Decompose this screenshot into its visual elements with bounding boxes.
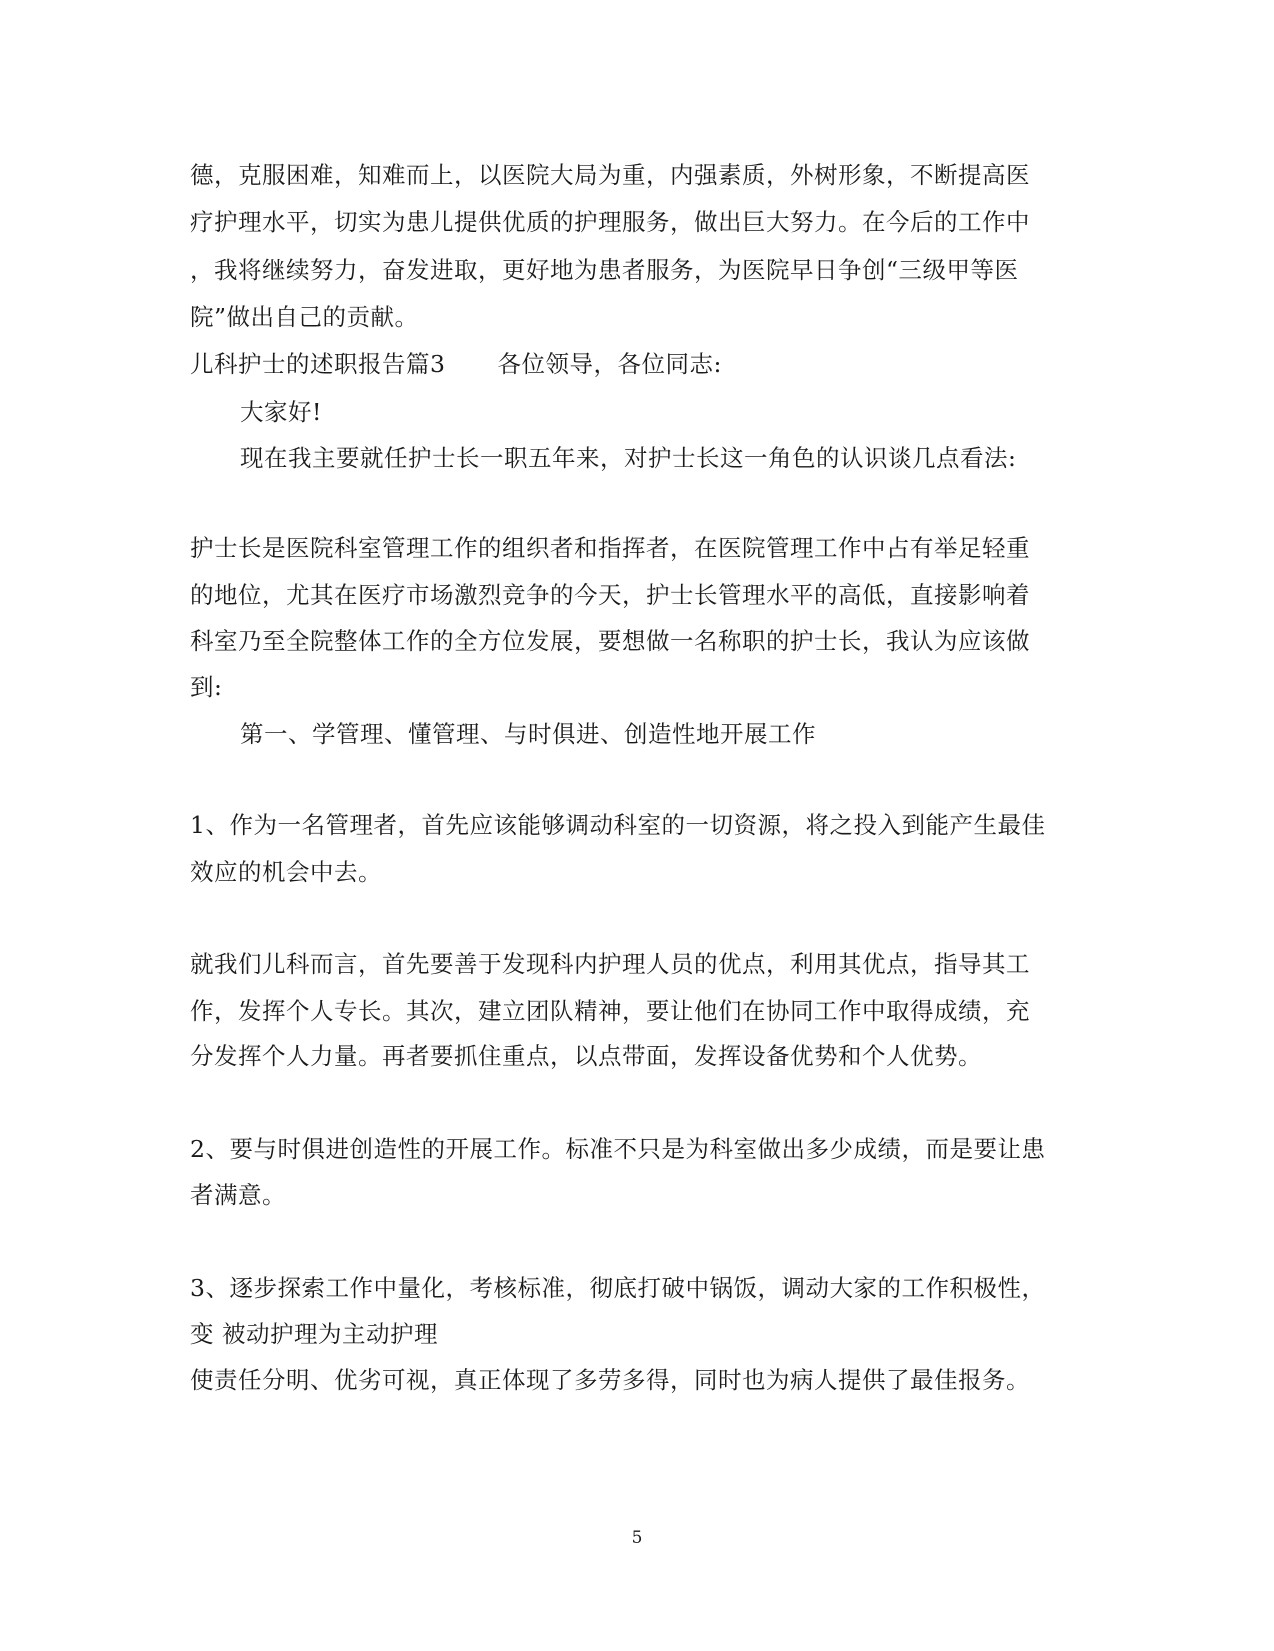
paragraph-line: 者满意。 xyxy=(190,1181,286,1209)
paragraph-line: 德，克服困难，知难而上，以医院大局为重，内强素质，外树形象，不断提高医 xyxy=(190,161,1030,189)
paragraph-line: 院”做出自己的贡献。 xyxy=(190,303,419,331)
paragraph-line: 作，发挥个人专长。其次，建立团队精神，要让他们在协同工作中取得成绩，充 xyxy=(190,997,1030,1025)
paragraph-line: 1、作为一名管理者，首先应该能够调动科室的一切资源，将之投入到能产生最佳 xyxy=(190,811,1046,839)
section-heading-line xyxy=(190,349,722,379)
paragraph-line: 疗护理水平，切实为患儿提供优质的护理服务，做出巨大努力。在今后的工作中 xyxy=(190,208,1030,236)
greeting-line: 大家好! xyxy=(240,398,322,426)
paragraph-line: 使责任分明、优劣可视，真正体现了多劳多得，同时也为病人提供了最佳报务。 xyxy=(190,1366,1030,1394)
paragraph-line: 2、要与时俱进创造性的开展工作。标准不只是为科室做出多少成绩，而是要让患 xyxy=(190,1135,1046,1163)
paragraph-line: 分发挥个人力量。再者要抓住重点，以点带面，发挥设备优势和个人优势。 xyxy=(190,1042,982,1070)
paragraph-line: 就我们儿科而言，首先要善于发现科内护理人员的优点，利用其优点，指导其工 xyxy=(190,950,1030,978)
paragraph-line: 的地位，尤其在医疗市场激烈竞争的今天，护士长管理水平的高低，直接影响着 xyxy=(190,581,1030,609)
paragraph-line: 变 被动护理为主动护理 xyxy=(190,1320,438,1348)
paragraph-line: 到: xyxy=(190,673,223,701)
paragraph-line: 护士长是医院科室管理工作的组织者和指挥者，在医院管理工作中占有举足轻重 xyxy=(190,534,1030,562)
intro-line: 现在我主要就任护士长一职五年来，对护士长这一角色的认识谈几点看法: xyxy=(240,444,1017,472)
paragraph-line: ，我将继续努力，奋发进取，更好地为患者服务，为医院早日争创“三级甲等医 xyxy=(190,256,1019,284)
paragraph-line: 效应的机会中去。 xyxy=(190,858,382,886)
salutation: 各位领导，各位同志: xyxy=(497,350,722,378)
subheading-line: 第一、学管理、懂管理、与时俱进、创造性地开展工作 xyxy=(240,720,816,748)
page-number: 5 xyxy=(631,1528,643,1548)
section-heading: 儿科护士的述职报告篇3 xyxy=(190,350,446,378)
paragraph-line: 科室乃至全院整体工作的全方位发展，要想做一名称职的护士长，我认为应该做 xyxy=(190,627,1030,655)
paragraph-line: 3、逐步探索工作中量化，考核标准，彻底打破中锅饭，调动大家的工作积极性， xyxy=(190,1274,1046,1302)
